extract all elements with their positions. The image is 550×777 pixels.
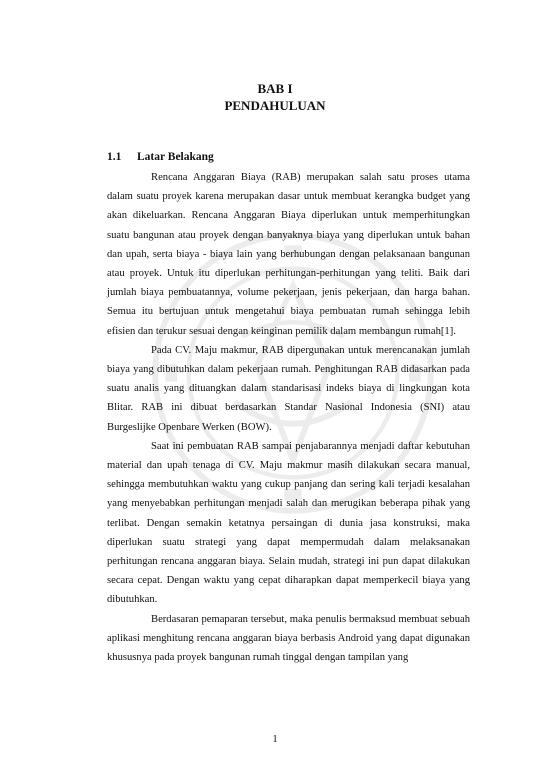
section-title: Latar Belakang <box>137 151 214 163</box>
chapter-title: PENDAHULUAN <box>224 98 326 113</box>
paragraph-1: Rencana Anggaran Biaya (RAB) merupakan salah satu proses utama dalam suatu proyek karena merupakan dasar untuk membuat kerangka budget yang akan dikeluarkan. Rencana Anggaran Biaya diperlukan untuk memperhitungkan suatu bangunan atau proyek dengan banyaknya biaya yang diperlukan untuk bahan dan upah, serta biaya - biaya lain yang berhubungan dengan pelaksanaan bangunan atau proyek. Untuk itu diperlukan perhitungan-perhitungan yang teliti. Baik dari jumlah biaya pembuatannya, volume pekerjaan, jenis pekerjaan, dan harga bahan. Semua itu bertujuan untuk mengetahui biaya pembuatan rumah sehingga lebih efisien dan terukur sesuai dengan keinginan pemilik dalam membangun rumah[1]. <box>107 172 470 337</box>
paragraph-4: Berdasaran pemaparan tersebut, maka penulis bermaksud membuat sebuah aplikasi menghitung rencana anggaran biaya berbasis Android yang dapat digunakan khususnya pada proyek bangunan rumah tinggal dengan tampilan yang <box>107 613 470 664</box>
paragraph-3: Saat ini pembuatan RAB sampai penjabarannya menjadi daftar kebutuhan material dan upah tenaga di CV. Maju makmur masih dilakukan secara manual, sehingga membutuhkan waktu yang cukup panjang dan sering kali terjadi kesalahan yang menyebabkan perhitungan menjadi salah dan merugikan beberapa pihak yang terlibat. Dengan semakin ketatnya persaingan di dunia jasa konstruksi, maka diperlukan suatu strategi yang dapat mempermudah dalam melaksanakan perhitungan rencana anggaran biaya. Selain mudah, strategi ini pun dapat dilakukan secara cepat. Dengan waktu yang cepat diharapkan dapat memperkecil biaya yang dibutuhkan. <box>107 440 470 606</box>
section-number: 1.1 <box>107 151 122 163</box>
paragraph-2: Pada CV. Maju makmur, RAB dipergunakan untuk merencanakan jumlah biaya yang dibutuhkan dalam pekerjaan rumah. Penghitungan RAB didasarkan pada suatu analis yang dituangkan dalam standarisasi indeks biaya di lingkungan kota Blitar. RAB ini dibuat berdasarkan Standar Nasional Indonesia (SNI) atau Burgeslijke Openbare Werken (BOW). <box>107 344 470 433</box>
page-number: 1 <box>272 734 278 745</box>
body-text <box>107 168 470 667</box>
section-heading <box>107 151 214 163</box>
chapter-number: BAB I <box>257 81 293 96</box>
